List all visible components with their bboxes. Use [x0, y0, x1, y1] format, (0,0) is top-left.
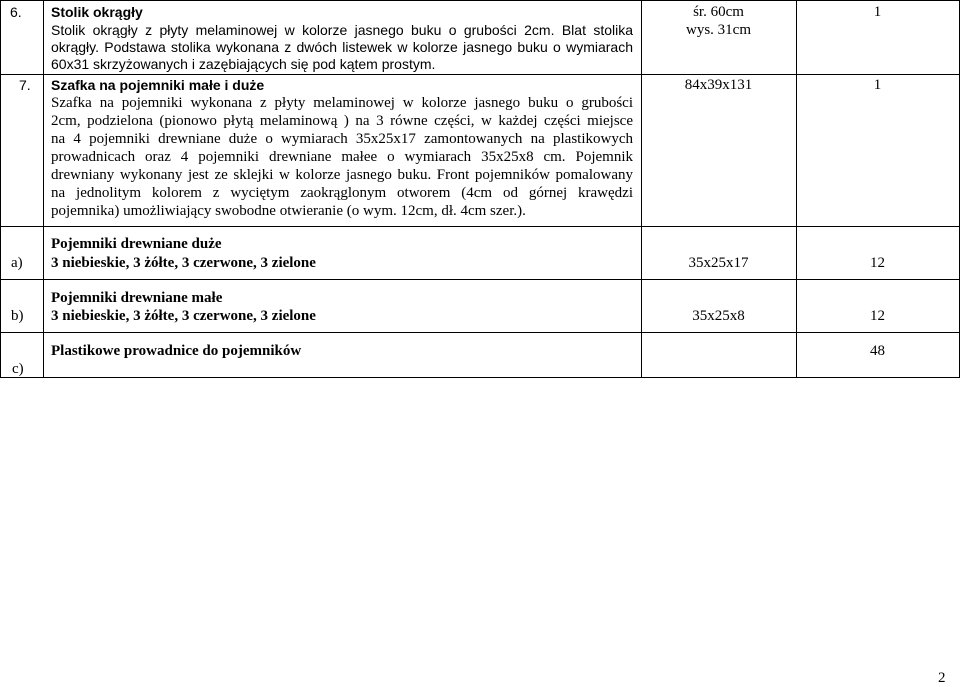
row-7-dims: 84x39x131: [684, 77, 753, 93]
row-b-qty: 12: [870, 308, 885, 324]
row-c-qty: 48: [870, 343, 885, 359]
row-7-desc-line-4: prowadnicach oraz 4 pojemniki drewniane małee o wymiarach 35x25x8 cm. Pojemnik: [51, 149, 633, 165]
row-7-qty: 1: [873, 77, 882, 93]
row-line-bottom: [0, 377, 960, 378]
row-a-qty: 12: [870, 255, 885, 271]
row-6-desc-line-2: okrągły. Podstawa stolika wykonana z dwóch listewek w kolorze jasnego buku o wymiarach: [51, 39, 633, 55]
row-line-6-7: [0, 74, 960, 75]
row-6-number: 6.: [10, 4, 22, 20]
row-6-title: Stolik okrągły: [51, 4, 143, 20]
row-a-number: a): [11, 255, 23, 271]
row-b-colors: 3 niebieskie, 3 żółte, 3 czerwone, 3 zielone: [51, 308, 316, 324]
row-line-7-a: [0, 226, 960, 227]
row-7-desc-line-3: na 4 pojemniki drewniane duże o wymiarach 35x25x17 zamontowanych na plastikowych: [51, 131, 633, 147]
row-b-number: b): [11, 308, 24, 324]
row-7-desc-line-1: Szafka na pojemniki wykonana z płyty melaminowej w kolorze jasnego buku o grubości: [51, 95, 633, 111]
row-7-desc-line-5: drewniany wykonany jest ze sklejki w kolorze jasnego buku. Front pojemników pomalowany: [51, 167, 633, 183]
row-c-number: c): [12, 361, 24, 377]
row-7-number: 7.: [19, 77, 31, 93]
row-7-desc-line-6: na jednolitym kolorem z wyciętym zaokrąglonym otworem (4cm od górnej krawędzi: [51, 185, 633, 201]
page-number: 2: [938, 670, 946, 686]
row-line-a-b: [0, 279, 960, 280]
row-7-desc-line-7: pojemnika) umożliwiający swobodne otwieranie (o wym. 12cm, dł. 4cm szer.).: [51, 203, 526, 219]
col-line-1: [43, 0, 44, 378]
row-6-desc-line-3: 60x31 skrzyżowanych i zazębiających się pod kątem prostym.: [51, 56, 436, 72]
col-line-0: [0, 0, 1, 378]
row-6-qty: 1: [873, 4, 882, 20]
row-line-b-c: [0, 332, 960, 333]
row-6-dims-line-1: śr. 60cm: [693, 4, 744, 20]
row-line-top: [0, 0, 960, 1]
row-6-dims-line-2: wys. 31cm: [686, 22, 751, 38]
row-b-dims: 35x25x8: [692, 308, 745, 324]
row-c-title: Plastikowe prowadnice do pojemników: [51, 343, 302, 359]
row-b-title: Pojemniki drewniane małe: [51, 290, 223, 306]
row-6-desc-line-1: Stolik okrągły z płyty melaminowej w kolorze jasnego buku o grubości 2cm. Blat stolika: [51, 22, 633, 38]
row-a-title: Pojemniki drewniane duże: [51, 236, 222, 252]
row-a-dims: 35x25x17: [688, 255, 749, 271]
row-a-colors: 3 niebieskie, 3 żółte, 3 czerwone, 3 zielone: [51, 255, 316, 271]
row-7-title: Szafka na pojemniki małe i duże: [51, 77, 265, 93]
row-7-desc-line-2: 2cm, podzielona (pionowo płytą melaminową ) na 3 równe części, w każdej części miejsce: [51, 113, 633, 129]
